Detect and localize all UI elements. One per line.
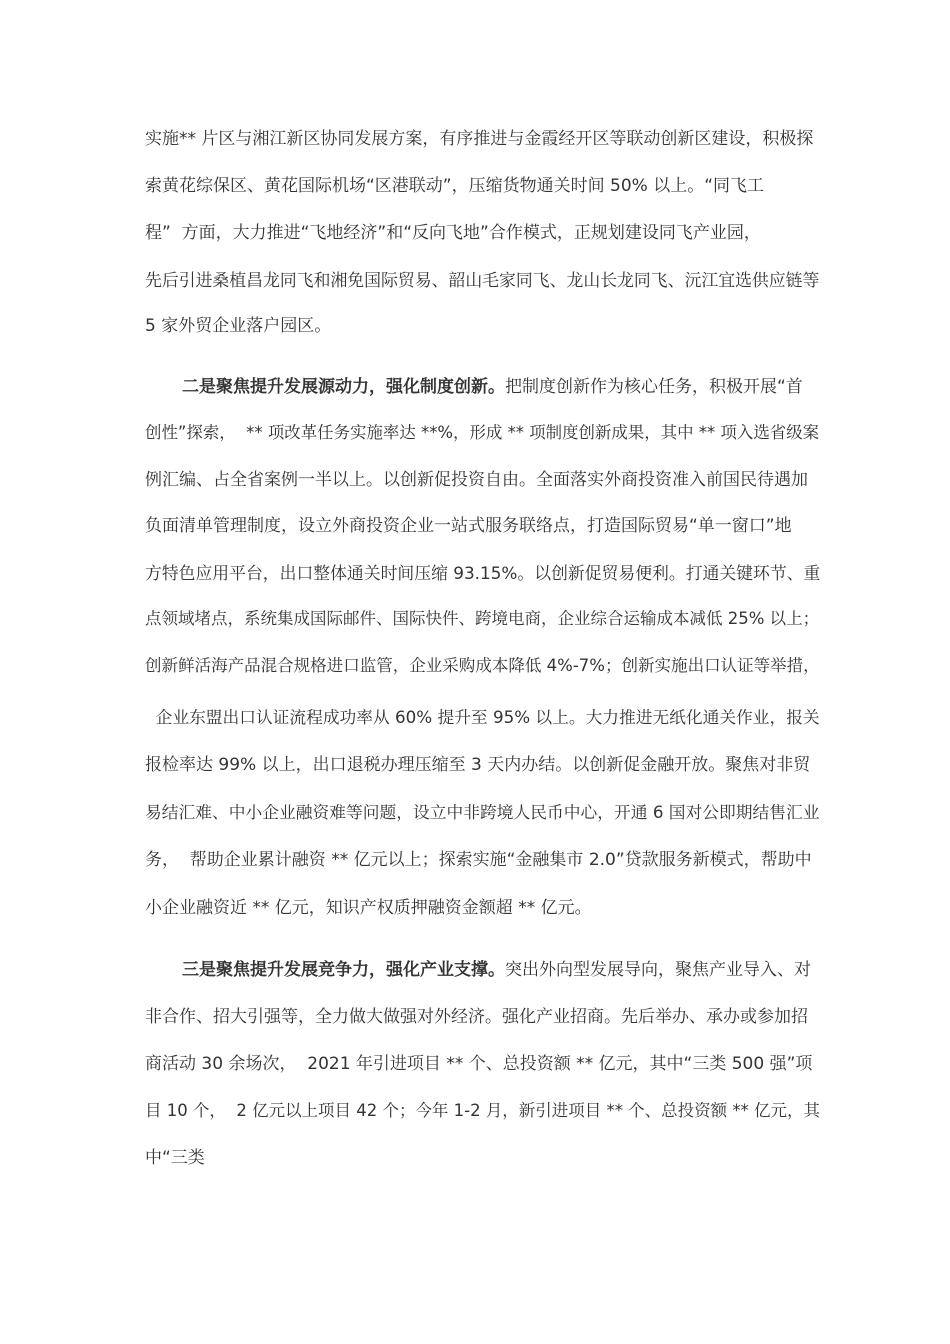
paragraph-3-first-line-rest: 突出外向型发展导向，聚焦产业导入、对 (505, 960, 811, 980)
paragraph-2-line-12: 小企业融资近 ** 亿元，知识产权质押融资金额超 ** 亿元。 (145, 898, 592, 918)
paragraph-1-line-2: 索黄花综保区、黄花国际机场“区港联动”，压缩货物通关时间 50% 以上。“同飞工 (145, 176, 765, 196)
paragraph-2-first-line-rest: 把制度创新作为核心任务，积极开展“首 (505, 377, 803, 397)
paragraph-3-line-2: 非合作、招大引强等，全力做大做强对外经济。强化产业招商。先后举办、承办或参加招 (145, 1007, 808, 1027)
paragraph-2-line-2: 创性”探索， ** 项改革任务实施率达 **%，形成 ** 项制度创新成果，其中 ** 项入选省级案 (145, 423, 820, 442)
paragraph-2-line-4: 负面清单管理制度，设立外商投资企业一站式服务联络点，打造国际贸易“单一窗口”地 (145, 516, 792, 536)
paragraph-2-line-10: 易结汇难、中小企业融资难等问题，设立中非跨境人民币中心，开通 6 国对公即期结售汇业 (145, 802, 820, 822)
paragraph-3-heading: 三是聚焦提升发展竞争力，强化产业支撑。 (182, 960, 505, 980)
paragraph-2-line-8: 企业东盟出口认证流程成功率从 60% 提升至 95% 以上。大力推进无纸化通关作业，报关 (145, 707, 820, 727)
paragraph-1-line-4: 先后引进桑植昌龙同飞和湘免国际贸易、韶山毛家同飞、龙山长龙同飞、沅江宜选供应链等 (145, 270, 820, 290)
paragraph-3-line-4: 目 10 个， 2 亿元以上项目 42 个；今年 1-2 月，新引进项目 ** 个、总投资额 ** 亿元，其 (145, 1101, 820, 1120)
paragraph-1-line-5: 5 家外贸企业落户园区。 (145, 316, 332, 336)
paragraph-2-line-5: 方特色应用平台，出口整体通关时间压缩 93.15%。以创新促贸易便利。打通关键环节、重 (145, 563, 821, 583)
paragraph-2-line-11: 务， 帮助企业累计融资 ** 亿元以上；探索实施“金融集市 2.0”贷款服务新模式，帮助中 (145, 850, 812, 870)
paragraph-3-line-5: 中“三类 (145, 1148, 205, 1168)
paragraph-1-line-1: 实施** 片区与湘江新区协同发展方案，有序推进与金霞经开区等联动创新区建设，积极探 (145, 129, 814, 149)
paragraph-2-line-9: 报检率达 99% 以上，出口退税办理压缩至 3 天内办结。以创新促金融开放。聚焦对非贸 (145, 755, 811, 775)
paragraph-2-line-3: 例汇编、占全省案例一半以上。以创新促投资自由。全面落实外商投资准入前国民待遇加 (145, 470, 808, 490)
paragraph-1-line-3: 程” 方面，大力推进“飞地经济”和“反向飞地”合作模式，正规划建设同飞产业园， (145, 223, 761, 243)
paragraph-3-line-3: 商活动 30 余场次， 2021 年引进项目 ** 个、总投资额 ** 亿元，其中“三类 500 强”项 (145, 1054, 813, 1074)
paragraph-2-line-6: 点领域堵点，系统集成国际邮件、国际快件、跨境电商，企业综合运输成本减低 25% 以上； (145, 609, 820, 628)
paragraph-3-line-1 (182, 959, 811, 981)
paragraph-2-line-7: 创新鲜活海产品混合规格进口监管，企业采购成本降低 4%-7%；创新实施出口认证等举措， (145, 656, 820, 675)
paragraph-2-heading: 二是聚焦提升发展源动力，强化制度创新。 (182, 377, 505, 397)
paragraph-2-line-1 (182, 376, 803, 398)
